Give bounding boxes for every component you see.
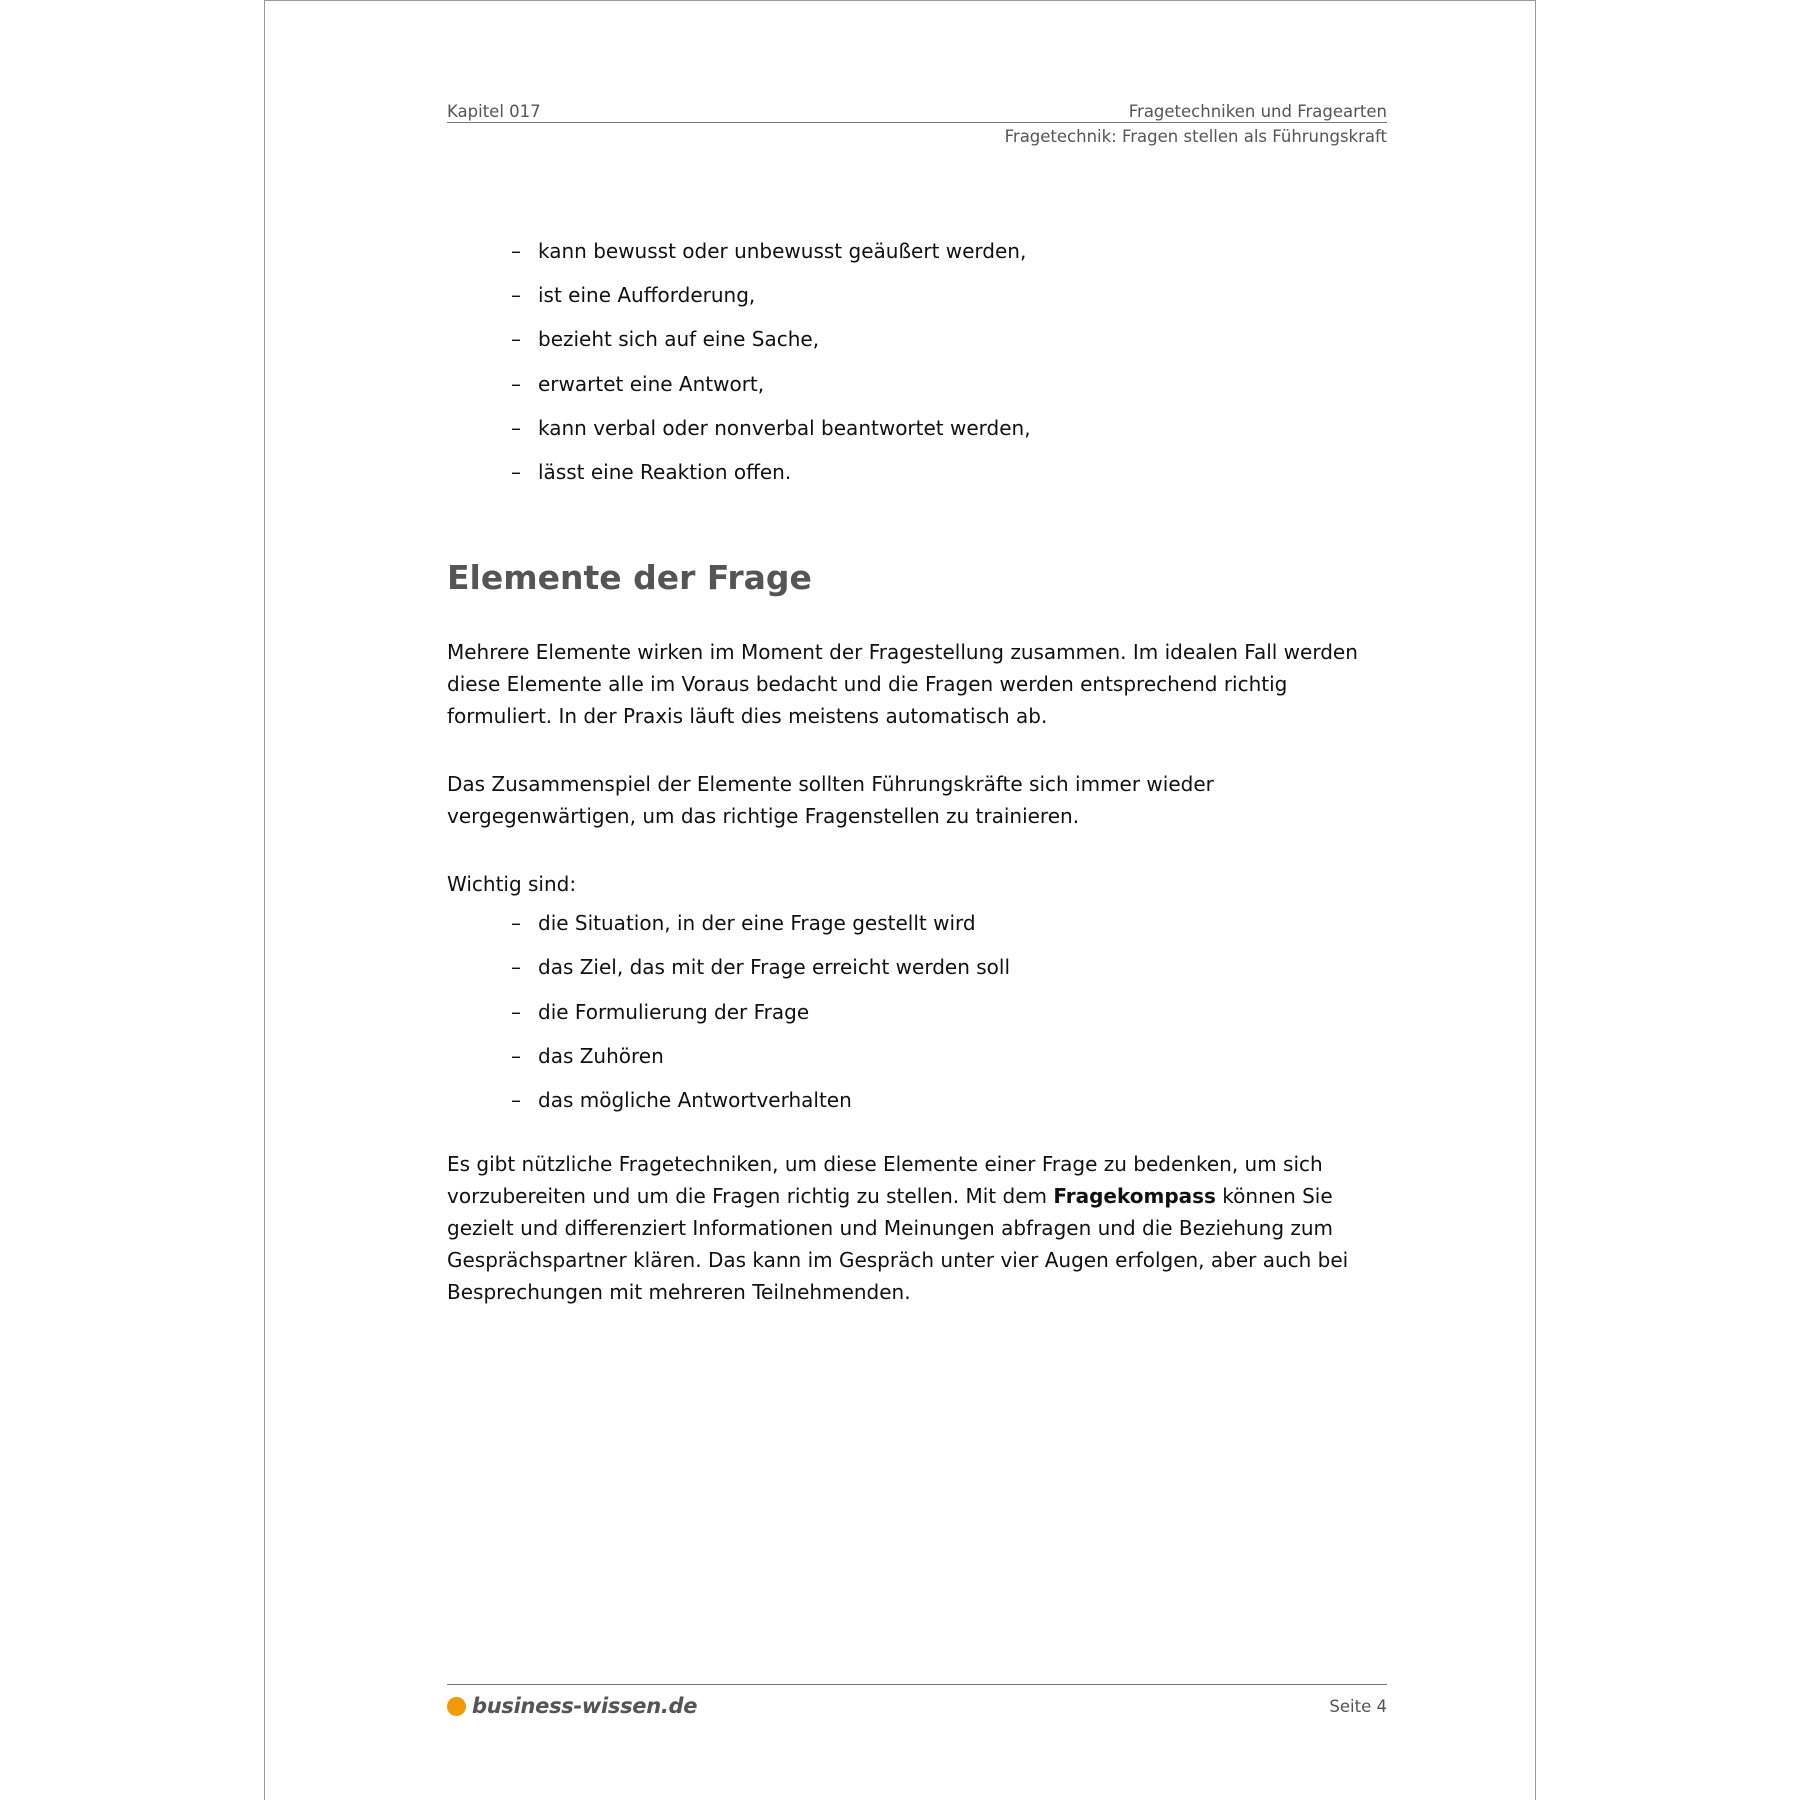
list-item: – das Zuhören	[511, 1046, 1387, 1090]
list-item: – die Formulierung der Frage	[511, 1002, 1387, 1046]
header-top-row	[447, 99, 1387, 123]
brand-logo	[447, 1694, 697, 1718]
list-item: – das Ziel, das mit der Frage erreicht werden soll	[511, 957, 1387, 1001]
chapter-label: Kapitel 017	[447, 102, 541, 121]
elements-list	[447, 913, 1387, 1134]
fragekompass-term: Fragekompass	[1053, 1184, 1216, 1209]
paragraph-text: Es gibt nützliche Fragetechniken, um diese Elemente einer Frage zu bedenken, um sich vorzubereiten und um die Fragen richtig zu stellen. Mit dem	[447, 1152, 1323, 1209]
document-page	[264, 0, 1536, 1800]
paragraph-intro: Mehrere Elemente wirken im Moment der Fragestellung zusammen. Im idealen Fall werden diese Elemente alle im Voraus bedacht und die Fragen werden entsprechend richtig formuliert. In der Praxis läuft dies meistens automatisch ab.	[447, 640, 1358, 729]
orange-dot-icon	[447, 1697, 466, 1716]
page-number: Seite 4	[1329, 1696, 1387, 1716]
paragraph-fragekompass	[447, 1148, 1387, 1308]
list-item: – kann verbal oder nonverbal beantwortet werden,	[511, 418, 1387, 462]
list-item: – bezieht sich auf eine Sache,	[511, 329, 1387, 373]
paragraph-text: können Sie gezielt und differenziert Informationen und Meinungen abfragen und die Beziehung zum Gesprächspartner klären. Das kann im Gespräch unter vier Augen erfolgen, aber auch bei Besprechungen mit mehreren Teilnehmenden.	[447, 1184, 1349, 1305]
list-item: – kann bewusst oder unbewusst geäußert werden,	[511, 241, 1387, 285]
page-footer	[447, 1684, 1387, 1718]
brand-name: business-wissen.de	[472, 1694, 698, 1718]
page-header	[447, 99, 1387, 146]
list-item: – lässt eine Reaktion offen.	[511, 462, 1387, 506]
list-item: – ist eine Aufforderung,	[511, 285, 1387, 329]
paragraph-interplay: Das Zusammenspiel der Elemente sollten Führungskräfte sich immer wieder vergegenwärtigen, um das richtige Fragenstellen zu trainieren.	[447, 772, 1214, 829]
question-properties-list	[447, 241, 1387, 506]
list-item: – das mögliche Antwortverhalten	[511, 1090, 1387, 1134]
section-heading: Elemente der Frage	[447, 558, 812, 598]
list-item: – erwartet eine Antwort,	[511, 374, 1387, 418]
list-item: – die Situation, in der eine Frage gestellt wird	[511, 913, 1387, 957]
page-content	[447, 241, 1387, 1308]
header-title: Fragetechniken und Fragearten	[1128, 102, 1387, 121]
paragraph-important: Wichtig sind:	[447, 872, 577, 897]
header-subtitle: Fragetechnik: Fragen stellen als Führungskraft	[1004, 127, 1387, 146]
